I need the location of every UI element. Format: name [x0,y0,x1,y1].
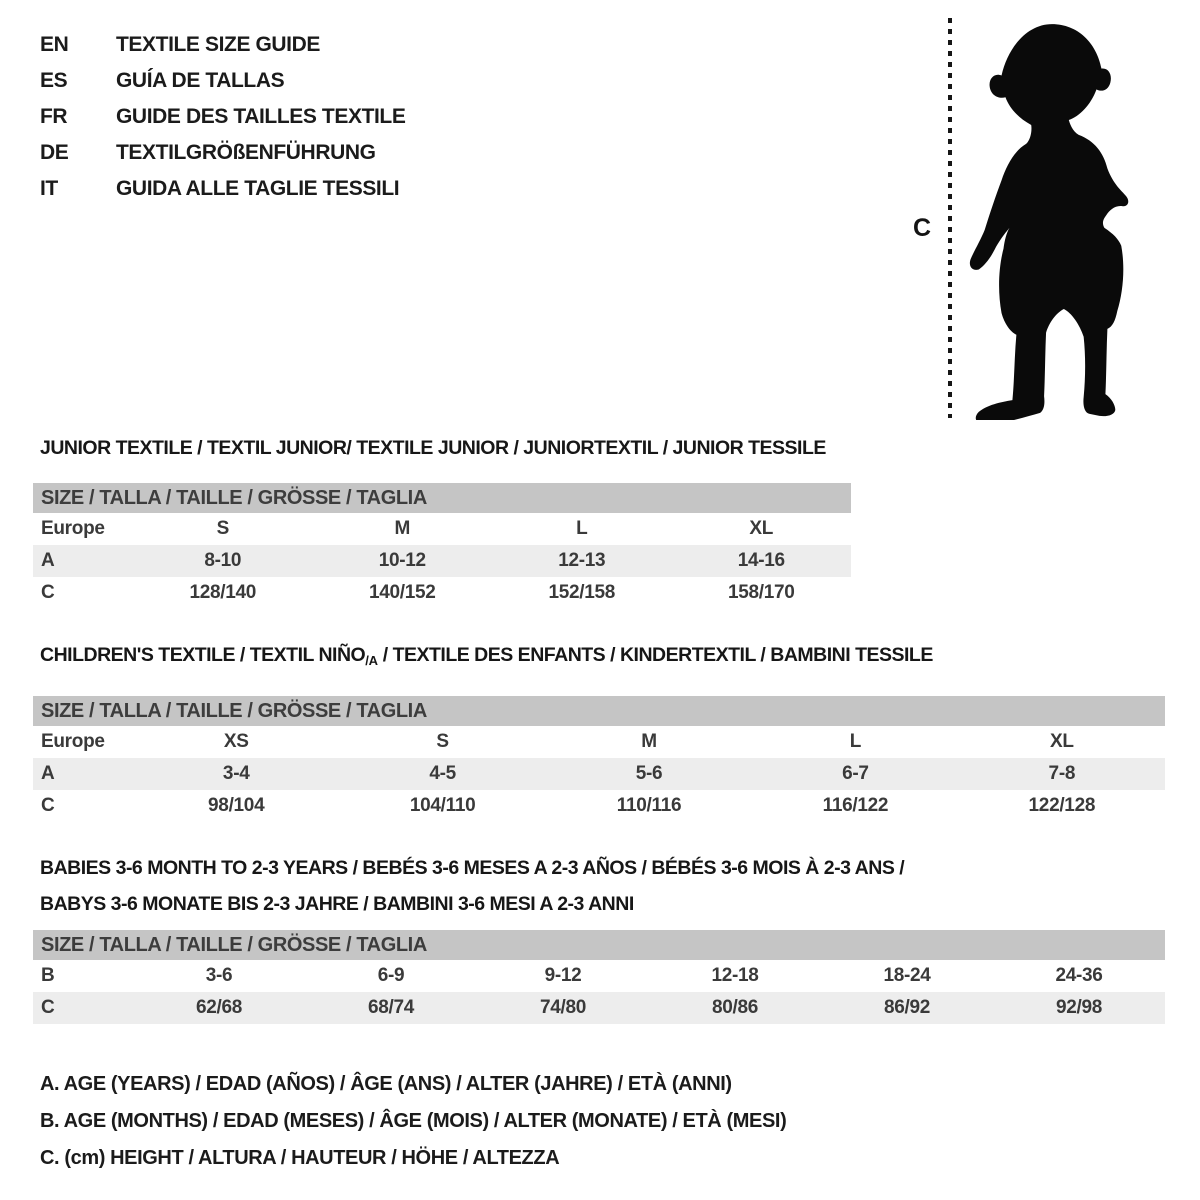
row-label: C [41,795,55,816]
table-row-height [33,790,1165,822]
language-row-en [40,27,405,63]
table-cell: 80/86 [711,997,759,1018]
table-cell: 122/128 [1028,795,1096,816]
table-cell: 116/122 [822,795,889,816]
language-title-list [40,27,405,207]
table-cell: XL [749,518,774,539]
table-cell: 4-5 [429,763,456,784]
language-row-de [40,135,405,171]
language-row-fr [40,99,405,135]
children-title-sub: /A [365,653,378,668]
language-row-it [40,171,405,207]
junior-section [33,437,851,609]
table-cell: 158/170 [727,582,795,603]
babies-title-line1: BABIES 3-6 MONTH TO 2-3 YEARS / BEBÉS 3-6 MESES A 2-3 AÑOS / BÉBÉS 3-6 MOIS À 2-3 ANS / [40,857,905,879]
row-label: A [41,550,55,571]
row-label: A [41,763,55,784]
table-cell: 18-24 [883,965,931,986]
children-section-title [33,644,1165,672]
children-title-post: / TEXTILE DES ENFANTS / KINDERTEXTIL / BAMBINI TESSILE [377,644,933,666]
row-label: C [41,997,55,1018]
table-cell: S [216,518,229,539]
row-label: B [41,965,55,986]
legend-line-b: B. AGE (MONTHS) / EDAD (MESES) / ÂGE (MOIS) / ALTER (MONATE) / ETÀ (MESI) [40,1110,787,1132]
table-row-age-months [33,960,1165,992]
table-cell: 7-8 [1048,763,1076,784]
table-cell: 140/152 [368,582,436,603]
babies-size-table [33,930,1165,1024]
table-row-height [33,577,851,609]
children-section [33,644,1165,822]
language-code: FR [40,105,68,128]
table-cell: M [641,731,657,752]
table-cell: XL [1049,731,1074,752]
size-header-bar: SIZE / TALLA / TAILLE / GRÖSSE / TAGLIA [33,930,1165,960]
language-title: GUIDA ALLE TAGLIE TESSILI [116,177,400,200]
children-size-table [33,696,1165,822]
height-measure-label: C [912,214,932,242]
babies-title-line2: BABYS 3-6 MONATE BIS 2-3 JAHRE / BAMBINI 3-6 MESI A 2-3 ANNI [40,893,634,915]
babies-section-title [33,850,1165,922]
height-dashed-line [948,18,952,418]
table-cell: 110/116 [616,795,682,816]
table-cell: 5-6 [635,763,663,784]
table-row-europe [33,726,1165,758]
table-cell: 14-16 [737,550,785,571]
legend-line-a: A. AGE (YEARS) / EDAD (AÑOS) / ÂGE (ANS) / ALTER (JAHRE) / ETÀ (ANNI) [40,1073,732,1095]
table-cell: M [394,518,411,539]
table-cell: 104/110 [409,795,476,816]
language-row-es [40,63,405,99]
table-cell: 128/140 [189,582,257,603]
language-title: GUÍA DE TALLAS [116,69,285,92]
table-cell: L [576,518,588,539]
language-code: DE [40,141,69,164]
table-cell: XS [223,731,249,752]
table-cell: 6-7 [842,763,869,784]
toddler-silhouette-icon [957,16,1145,420]
size-header-bar: SIZE / TALLA / TAILLE / GRÖSSE / TAGLIA [33,696,1165,726]
table-cell: 8-10 [204,550,242,571]
table-cell: 9-12 [544,965,582,986]
table-cell: 74/80 [539,997,587,1018]
table-cell: 12-13 [558,550,606,571]
table-row-height [33,992,1165,1024]
language-title: TEXTILGRÖßENFÜHRUNG [116,141,376,164]
legend-line-c: C. (cm) HEIGHT / ALTURA / HAUTEUR / HÖHE / ALTEZZA [40,1147,560,1169]
size-header-bar: SIZE / TALLA / TAILLE / GRÖSSE / TAGLIA [33,483,851,513]
table-cell: 86/92 [883,997,931,1018]
language-code: IT [40,177,58,200]
table-cell: 62/68 [195,997,243,1018]
table-cell: 68/74 [367,997,415,1018]
table-cell: 12-18 [711,965,759,986]
babies-section [33,850,1165,1024]
table-cell: S [436,731,449,752]
row-label: Europe [41,518,105,539]
row-label: C [41,582,55,603]
table-cell: 3-6 [205,965,233,986]
table-cell: 152/158 [548,582,616,603]
legend [40,1066,786,1177]
junior-section-title: JUNIOR TEXTILE / TEXTIL JUNIOR/ TEXTILE JUNIOR / JUNIORTEXTIL / JUNIOR TESSILE [40,437,826,459]
table-cell: 92/98 [1055,997,1103,1018]
children-title-pre: CHILDREN'S TEXTILE / TEXTIL NIÑO [40,644,366,666]
language-title: TEXTILE SIZE GUIDE [116,33,320,56]
row-label: Europe [41,731,105,752]
table-cell: L [849,731,862,752]
table-row-europe [33,513,851,545]
junior-size-table [33,483,851,609]
table-cell: 24-36 [1055,965,1103,986]
table-cell: 98/104 [208,795,265,816]
table-cell: 3-4 [222,763,250,784]
table-cell: 10-12 [378,550,426,571]
table-row-age [33,545,851,577]
language-title: GUIDE DES TAILLES TEXTILE [116,105,406,128]
language-code: ES [40,69,68,92]
table-row-age [33,758,1165,790]
table-cell: 6-9 [377,965,405,986]
language-code: EN [40,33,69,56]
